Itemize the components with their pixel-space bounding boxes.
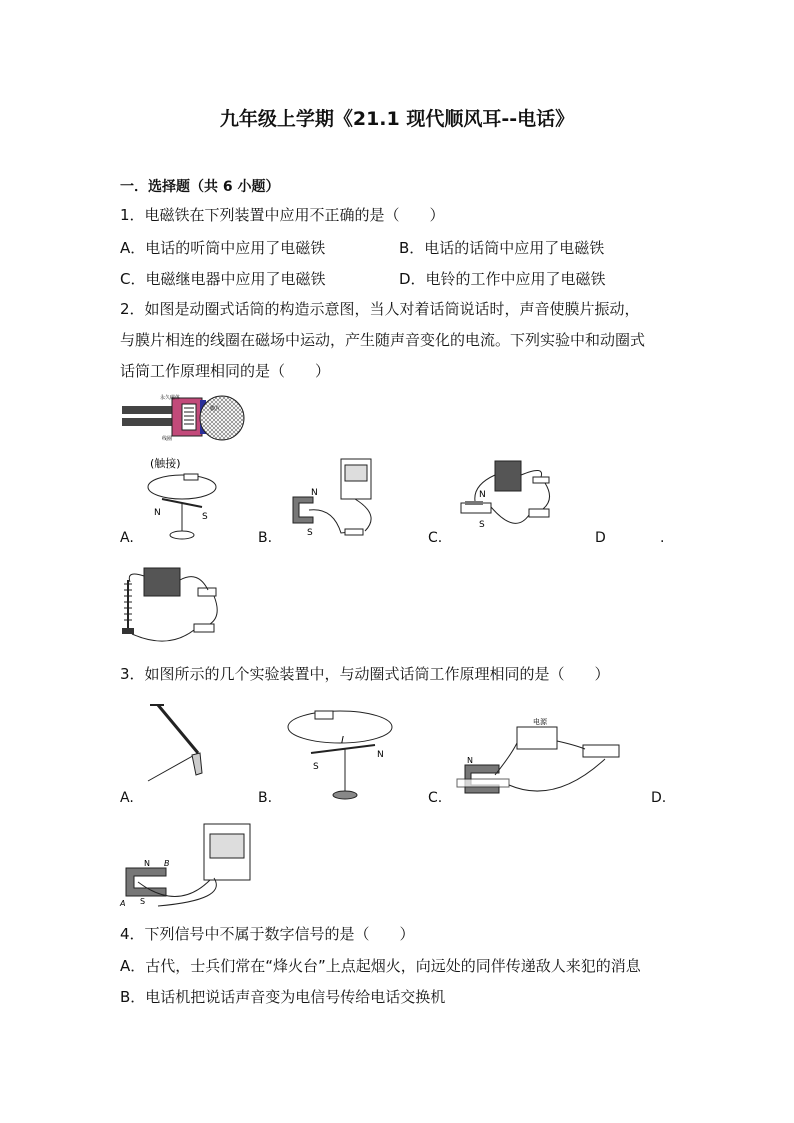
q3-figure-c-power-circuit [455, 715, 625, 800]
svg-text:N: N [311, 488, 318, 498]
q3-figure-d-galvanometer [118, 820, 258, 910]
q2-label-c[interactable]: C. [428, 530, 443, 546]
svg-text:S: S [140, 897, 146, 906]
svg-text:I: I [341, 735, 344, 746]
q2-figure-d-coil-circuit [118, 560, 228, 645]
svg-text:S: S [307, 528, 313, 538]
q3-figure-a-suspended-rod [140, 695, 220, 785]
svg-text:S: S [313, 762, 319, 772]
q2-label-d-dot: . [660, 530, 665, 546]
question-1-option-a[interactable]: A．电话的听筒中应用了电磁铁 [120, 239, 326, 257]
q3-label-c[interactable]: C. [428, 790, 443, 806]
q2-label-b[interactable]: B. [258, 530, 273, 546]
question-1-stem: 1．电磁铁在下列装置中应用不正确的是（ ） [120, 206, 445, 224]
question-1-option-b[interactable]: B．电话的话筒中应用了电磁铁 [399, 239, 605, 257]
mic-label-membrane: 膜片 [210, 406, 221, 412]
question-4-stem: 4．下列信号中不属于数字信号的是（ ） [120, 925, 415, 943]
q2-figure-b-galvanometer [285, 455, 385, 545]
question-1-option-c[interactable]: C．电磁继电器中应用了电磁铁 [120, 270, 326, 288]
svg-text:A: A [120, 899, 126, 908]
svg-text:N: N [144, 859, 150, 868]
svg-text:N: N [479, 490, 486, 500]
q2-label-a[interactable]: A. [120, 530, 134, 546]
mic-label-magnet: 永久磁体 [160, 395, 181, 401]
svg-text:N: N [377, 750, 384, 760]
svg-text:S: S [479, 520, 485, 530]
power-supply-label: 电源 [533, 718, 547, 726]
question-1-option-d[interactable]: D．电铃的工作中应用了电磁铁 [399, 270, 606, 288]
question-3-stem: 3．如图所示的几个实验装置中，与动圈式话筒工作原理相同的是（ ） [120, 665, 610, 683]
dynamic-microphone-diagram [120, 390, 250, 450]
page-title: 九年级上学期《21.1 现代顺风耳--电话》 [219, 108, 575, 130]
q2-fig-a-touch-label: (触接) [150, 457, 181, 470]
mic-label-coil: 线圈 [162, 436, 173, 442]
q2-label-d[interactable]: D [595, 530, 606, 546]
q3-label-b[interactable]: B. [258, 790, 273, 806]
question-2-stem-line-1: 2．如图是动圈式话筒的构造示意图，当人对着话筒说话时，声音使膜片振动， [120, 300, 640, 318]
q3-label-d[interactable]: D. [651, 790, 667, 806]
svg-text:B: B [164, 859, 170, 868]
question-4-option-a[interactable]: A．古代，士兵们常在“烽火台”上点起烟火，向远处的同伴传递敌人来犯的消息 [120, 957, 641, 975]
question-4-option-b[interactable]: B．电话机把说话声音变为电信号传给电话交换机 [120, 988, 446, 1006]
question-2-stem-line-3: 话筒工作原理相同的是（ ） [120, 362, 331, 380]
svg-text:N: N [154, 508, 161, 518]
q3-figure-b-compass-current [285, 695, 400, 805]
q2-figure-a-compass [140, 455, 230, 545]
q3-label-a[interactable]: A. [120, 790, 134, 806]
section-heading: 一．选择题（共 6 小题） [120, 179, 280, 195]
svg-text:S: S [202, 512, 208, 522]
svg-text:N: N [467, 756, 473, 765]
question-2-stem-line-2: 与膜片相连的线圈在磁场中运动，产生随声音变化的电流。下列实验中和动圈式 [120, 331, 646, 349]
q2-figure-c-battery-circuit [455, 455, 565, 545]
